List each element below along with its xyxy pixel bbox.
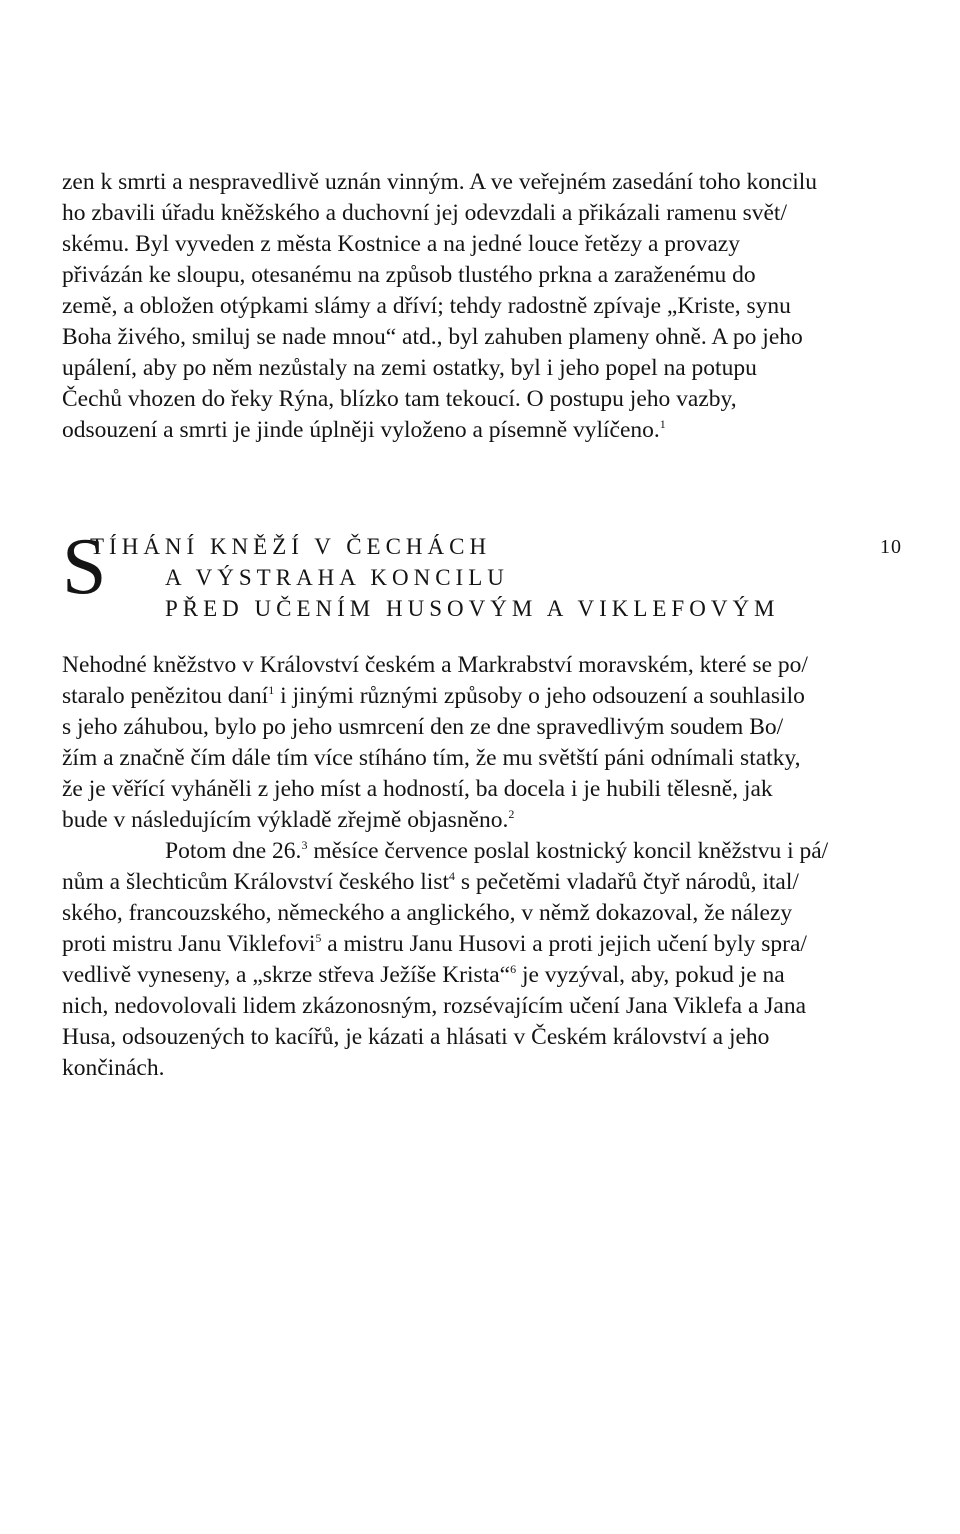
text-line: zen k smrti a nespravedlivě uznán vinným. A ve veřejném zasedání toho koncilu — [62, 169, 818, 195]
heading-line-1: TÍHÁNÍ KNĚŽÍ V ČECHÁCH — [90, 534, 492, 559]
heading-line-2: A VÝSTRAHA KONCILU — [165, 565, 509, 590]
footnote-marker: 1 — [659, 417, 666, 432]
heading-line-3: PŘED UČENÍM HUSOVÝM A VIKLEFOVÝM — [165, 596, 780, 621]
text-line: Čechů vhozen do řeky Rýna, blízko tam tekoucí. O postupu jeho vazby, — [62, 386, 737, 412]
text-line: Nehodné kněžstvo v Království českém a Markrabství moravském, které se po/ — [62, 652, 808, 678]
text-line: žím a značně čím dále tím více stíháno tím, že mu světští páni odnímali statky, — [62, 745, 801, 771]
text-line: s jeho záhubou, bylo po jeho usmrcení den ze dne spravedlivým soudem Bo/ — [62, 714, 784, 740]
text-line-indented — [165, 835, 828, 867]
text-line: že je věřící vyháněli z jeho míst a hodností, ba docela i je hubili tělesně, jak — [62, 776, 773, 802]
text-line — [62, 928, 807, 960]
text-segment: a mistru Janu Husovi a proti jejich učení byly spra/ — [321, 931, 807, 957]
text-segment: vedlivě vyneseny, a „skrze střeva Ježíše Krista“ — [62, 962, 511, 988]
text-segment: odsouzení a smrti je jinde úplněji vyloženo a písemně vylíčeno. — [62, 417, 660, 443]
text-line: upálení, aby po něm nezůstaly na zemi ostatky, byl i jeho popel na potupu — [62, 355, 757, 381]
text-segment: i jinými různými způsoby o jeho odsouzení a souhlasilo — [274, 683, 805, 709]
text-segment: staralo penězitou daní — [62, 683, 269, 709]
text-line — [62, 959, 785, 991]
chapter-heading — [62, 523, 902, 625]
text-segment: s pečetěmi vladařů čtyř národů, ital/ — [455, 869, 799, 895]
text-line: Husa, odsouzených to kacířů, je kázati a hlásati v Českém království a jeho — [62, 1024, 770, 1050]
footnote-marker: 3 — [301, 838, 308, 853]
footnote-marker: 4 — [449, 869, 456, 884]
text-line: Boha živého, smiluj se nade mnou“ atd., byl zahuben plameny ohně. A po jeho — [62, 324, 803, 350]
text-line: ho zbavili úřadu kněžského a duchovní jej odevzdali a přikázali ramenu svět/ — [62, 200, 787, 226]
section-number: 10 — [880, 536, 902, 558]
footnote-marker: 5 — [315, 931, 322, 946]
footnote-marker: 6 — [510, 962, 517, 977]
book-page — [62, 0, 902, 1534]
text-segment: bude v následujícím výkladě zřejmě objasněno. — [62, 807, 509, 833]
text-segment: Potom dne 26. — [165, 838, 302, 864]
text-line — [62, 680, 805, 712]
text-segment: měsíce července poslal kostnický koncil kněžstvu i pá/ — [307, 838, 829, 864]
text-line — [62, 804, 514, 836]
text-line: ského, francouzského, německého a anglického, v němž dokazoval, že nálezy — [62, 900, 793, 926]
footnote-marker: 1 — [268, 683, 275, 698]
text-segment: proti mistru Janu Viklefovi — [62, 931, 316, 957]
text-line: skému. Byl vyveden z města Kostnice a na jedné louce řetězy a provazy — [62, 231, 740, 257]
footnote-marker: 2 — [508, 807, 515, 822]
text-line: země, a obložen otýpkami slámy a dříví; tehdy radostně zpívaje „Kriste, synu — [62, 293, 791, 319]
text-segment: nům a šlechticům Království českého list — [62, 869, 450, 895]
text-line: končinách. — [62, 1055, 165, 1081]
text-line: přivázán ke sloupu, otesanému na způsob tlustého prkna a zaraženému do — [62, 262, 756, 288]
text-line-last — [62, 414, 666, 446]
text-segment: je vyzýval, aby, pokud je na — [516, 962, 785, 988]
text-line — [62, 866, 799, 898]
drop-cap: S — [62, 523, 107, 611]
text-line: nich, nedovolovali lidem zkázonosným, rozsévajícím učení Jana Viklefa a Jana — [62, 993, 807, 1019]
